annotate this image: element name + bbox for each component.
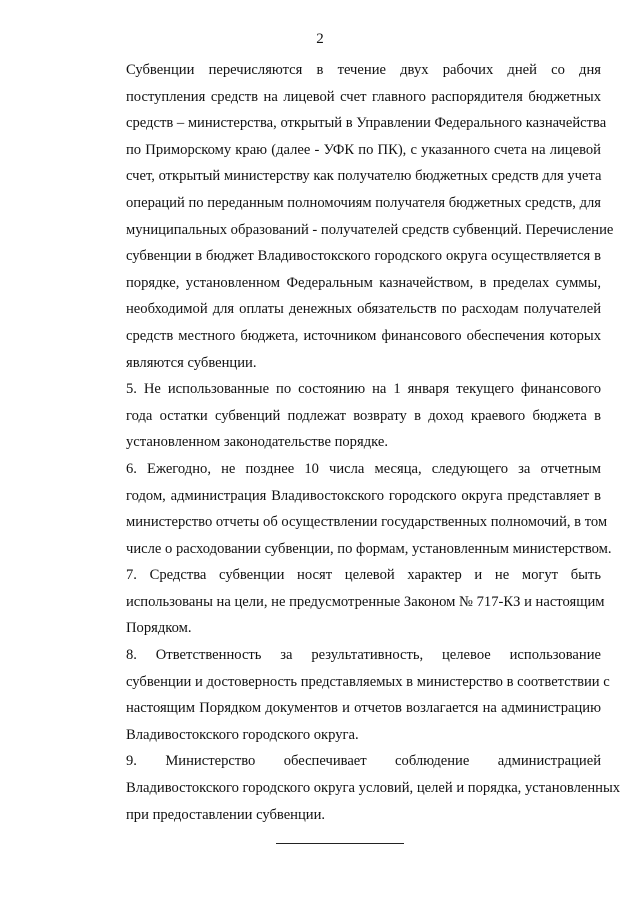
text-line: 7. Средства субвенции носят целевой характер и не могут быть <box>126 567 601 584</box>
text-line: муниципальных образований - получателей средств субвенций. Перечисление <box>126 221 614 238</box>
text-line: 8. Ответственность за результативность, целевое использование <box>126 647 601 664</box>
text-line: являются субвенции. <box>126 354 257 371</box>
text-line: 6. Ежегодно, не позднее 10 числа месяца, следующего за отчетным <box>126 460 601 477</box>
document-body <box>87 57 621 828</box>
paragraph-item-7 <box>87 562 605 642</box>
text-line: Порядком. <box>126 620 192 637</box>
text-line: при предоставлении субвенции. <box>126 806 326 823</box>
text-line: счет, открытый министерству как получателю бюджетных средств для учета <box>126 168 602 185</box>
text-line: министерство отчеты об осуществлении государственных полномочий, в том <box>126 514 608 531</box>
text-line: настоящим Порядком документов и отчетов возлагается на администрацию <box>126 700 601 717</box>
text-line: Владивостокского городского округа условий, целей и порядка, установленных <box>126 780 621 797</box>
text-line: средств местного бюджета, источником финансового обеспечения которых <box>126 327 601 344</box>
text-line: года остатки субвенций подлежат возврату в доход краевого бюджета в <box>126 407 601 424</box>
paragraph-item-6 <box>87 456 612 562</box>
text-line: Владивостокского городского округа. <box>126 726 359 743</box>
text-line: необходимой для оплаты денежных обязательств по расходам получателей <box>126 301 601 318</box>
text-line: средств – министерства, открытый в Управлении Федерального казначейства <box>126 115 607 132</box>
end-of-document-rule <box>276 843 404 844</box>
text-line: операций по переданным полномочиям получателя бюджетных средств, для <box>126 194 601 211</box>
text-line: поступления средств на лицевой счет главного распорядителя бюджетных <box>126 88 601 105</box>
paragraph-item-5 <box>87 376 601 456</box>
text-line: порядке, установленном Федеральным казначейством, в пределах суммы, <box>126 274 601 291</box>
text-line: числе о расходовании субвенции, по формам, установленным министерством. <box>126 540 612 557</box>
text-line: 5. Не использованные по состоянию на 1 января текущего финансового <box>126 381 601 398</box>
text-line: Субвенции перечисляются в течение двух рабочих дней со дня <box>126 62 601 78</box>
text-line: 9. Министерство обеспечивает соблюдение администрацией <box>126 753 601 770</box>
text-line: установленном законодательстве порядке. <box>126 434 388 451</box>
text-line: годом, администрация Владивостокского городского округа представляет в <box>126 487 601 504</box>
text-line: использованы на цели, не предусмотренные Законом № 717-КЗ и настоящим <box>126 593 605 610</box>
paragraph-item-8 <box>87 642 610 748</box>
text-line: субвенции в бюджет Владивостокского городского округа осуществляется в <box>126 248 601 265</box>
text-line: субвенции и достоверность представляемых в министерство в соответствии с <box>126 673 610 690</box>
paragraph-subvention-transfer <box>87 57 614 376</box>
paragraph-item-9 <box>87 748 621 828</box>
text-line: по Приморскому краю (далее - УФК по ПК), с указанного счета на лицевой <box>126 141 601 158</box>
page-number: 2 <box>316 31 324 47</box>
